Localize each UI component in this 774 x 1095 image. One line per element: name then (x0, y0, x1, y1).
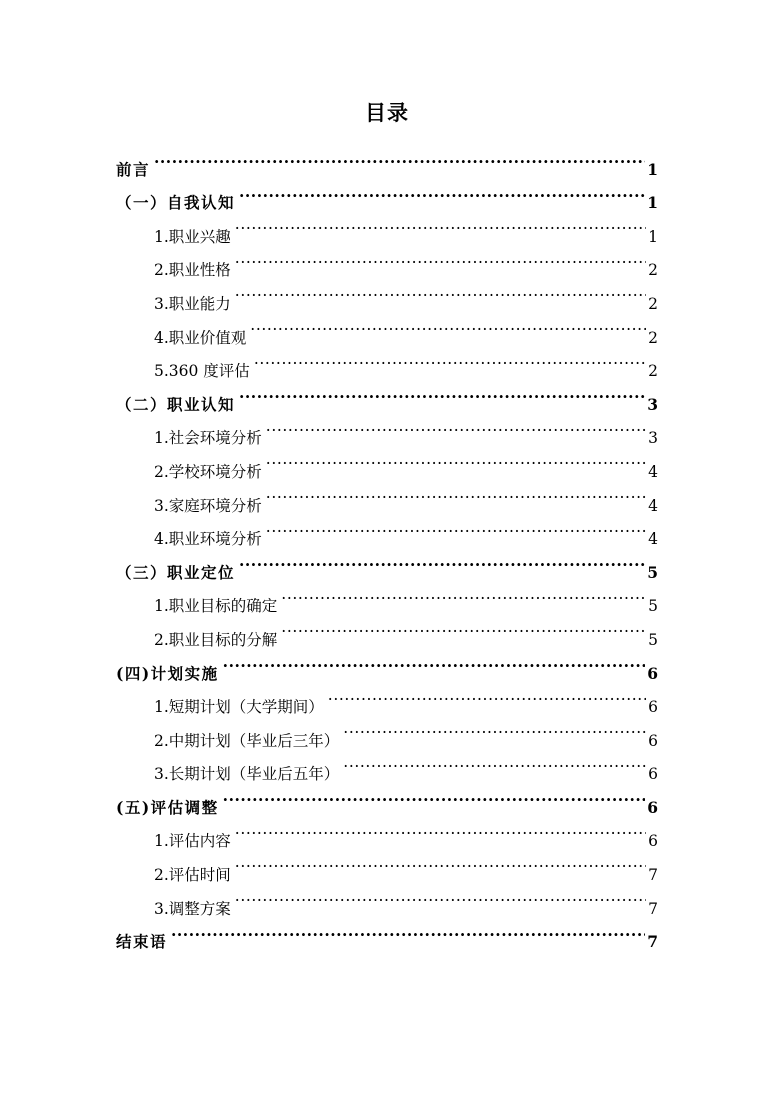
toc-page-number: 2 (648, 294, 658, 313)
toc-dot-leader (281, 578, 646, 612)
toc-entry-label: 结束语 (116, 932, 168, 952)
toc-section-entry[interactable] (116, 175, 658, 213)
page-title: 目录 (365, 100, 409, 125)
toc-dot-leader (223, 779, 646, 813)
table-of-contents (116, 141, 658, 952)
toc-entry-label: 4.职业价值观 (154, 328, 247, 347)
toc-page-number: 1 (647, 193, 658, 213)
toc-entry-label: （三）职业定位 (116, 562, 236, 582)
toc-entry-label: （一）自我认知 (116, 193, 236, 213)
toc-entry-label: (四)计划实施 (116, 663, 219, 683)
toc-dot-leader (154, 141, 645, 175)
toc-dot-leader (254, 343, 646, 377)
toc-dot-leader (235, 275, 646, 309)
toc-dot-leader (266, 443, 646, 477)
toc-entry-label: 1.评估内容 (154, 832, 231, 851)
toc-page-number: 5 (647, 562, 658, 582)
toc-entry-label: 2.职业目标的分解 (154, 630, 278, 649)
toc-entry-label: 3.家庭环境分析 (154, 496, 262, 515)
toc-dot-leader (235, 813, 646, 847)
toc-page-number: 2 (648, 328, 658, 347)
toc-dot-leader (266, 410, 646, 444)
toc-page-number: 7 (648, 866, 658, 885)
toc-dot-leader (239, 544, 645, 578)
toc-dot-leader (235, 208, 646, 242)
toc-dot-leader (266, 511, 646, 545)
toc-dot-leader (250, 309, 646, 343)
toc-entry-label: 1.职业兴趣 (154, 227, 231, 246)
toc-dot-leader (343, 712, 646, 746)
toc-dot-leader (266, 477, 646, 511)
toc-entry-label: 4.职业环境分析 (154, 530, 262, 549)
toc-dot-leader (328, 679, 646, 713)
toc-page-number: 7 (648, 899, 658, 918)
toc-entry-label: 2.学校环境分析 (154, 462, 262, 481)
toc-page-number: 2 (648, 362, 658, 381)
toc-dot-leader (235, 880, 646, 914)
toc-entry-label: 2.中期计划（毕业后三年） (154, 731, 340, 750)
toc-page-number: 1 (647, 159, 658, 179)
toc-page-number: 6 (648, 765, 658, 784)
toc-dot-leader (171, 914, 645, 948)
toc-page-number: 6 (648, 698, 658, 717)
toc-entry-label: 前言 (116, 159, 151, 179)
toc-page-number: 4 (648, 496, 658, 515)
toc-page-number: 6 (648, 832, 658, 851)
toc-entry-label: （二）职业认知 (116, 394, 236, 414)
toc-page-number: 1 (648, 227, 658, 246)
toc-dot-leader (239, 376, 645, 410)
toc-page-number: 5 (648, 630, 658, 649)
toc-dot-leader (235, 242, 646, 276)
toc-page-number: 7 (647, 932, 658, 952)
toc-page-number: 5 (648, 597, 658, 616)
toc-entry-label: 1.社会环境分析 (154, 429, 262, 448)
toc-dot-leader (239, 175, 645, 209)
toc-entry-label: 1.短期计划（大学期间） (154, 698, 324, 717)
toc-entry-label: 2.评估时间 (154, 866, 231, 885)
toc-page-number: 6 (648, 731, 658, 750)
toc-dot-leader (343, 746, 646, 780)
toc-entry-label: 1.职业目标的确定 (154, 597, 278, 616)
toc-entry-label: 3.调整方案 (154, 899, 231, 918)
toc-entry-label: 3.职业能力 (154, 294, 231, 313)
toc-page-number: 6 (647, 797, 658, 817)
toc-page-number: 6 (647, 663, 658, 683)
toc-dot-leader (235, 846, 646, 880)
toc-dot-leader (281, 611, 646, 645)
toc-entry-label: 3.长期计划（毕业后五年） (154, 765, 340, 784)
toc-section-entry[interactable] (116, 141, 658, 179)
toc-dot-leader (223, 645, 646, 679)
toc-section-entry[interactable] (116, 914, 658, 952)
toc-entry-label: 2.职业性格 (154, 261, 231, 280)
toc-page-number: 2 (648, 261, 658, 280)
toc-page-number: 4 (648, 462, 658, 481)
toc-entry-label: 5.360 度评估 (154, 362, 250, 381)
toc-entry-label: (五)评估调整 (116, 797, 219, 817)
toc-page-number: 3 (647, 394, 658, 414)
toc-page-number: 3 (648, 429, 658, 448)
toc-page-number: 4 (648, 530, 658, 549)
